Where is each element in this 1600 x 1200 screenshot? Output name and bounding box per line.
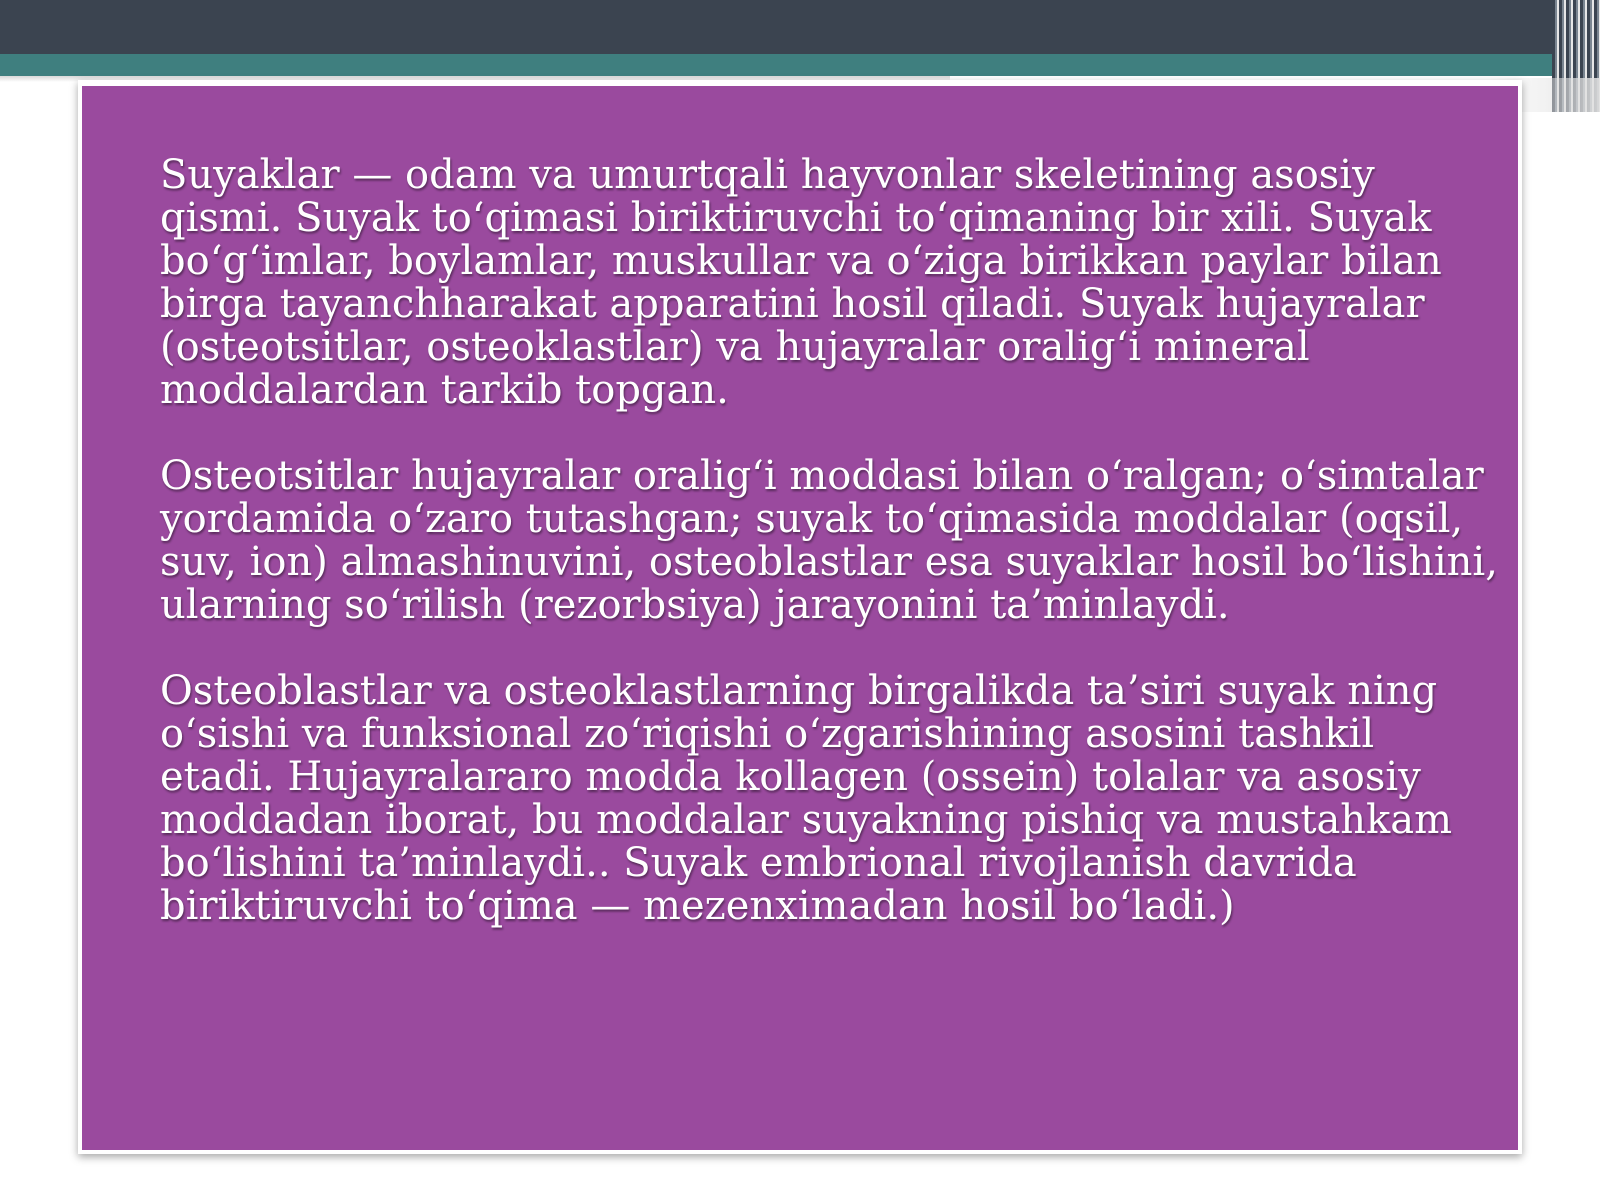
slide-text-body — [160, 154, 1500, 971]
paragraph-suyaklar: Suyaklar — odam va umurtqali hayvonlar skeletining asosiy qismi. Suyak to‘qimasi biriktiruvchi to‘qimaning bir xili. Suyak bo‘g‘imlar, boylamlar, muskullar va o‘ziga birikkan paylar bilan birga tayanchharakat apparatini hosil qiladi. Suyak hujayralar (osteotsitlar, osteoklastlar) va hujayralar oralig‘i mineral moddalardan tarkib topgan. — [160, 152, 1442, 413]
header-teal-band — [0, 54, 1600, 76]
paragraph-osteoblastlar: Osteoblastlar va osteoklastlarning birgalikda ta’siri suyak ning o‘sishi va funksional zo‘riqishi o‘zgarishining asosini tashkil etadi. Hujayralararo modda kollagen (ossein) tolalar va asosiy moddadan iborat, bu moddalar suyakning pishiq va mustahkam bo‘lishini ta’minlaydi.. Suyak embrional rivojlanish davrida biriktiruvchi to‘qima — mezenximadan hosil bo‘ladi.) — [160, 668, 1453, 929]
header-dark-band — [0, 0, 1600, 56]
paragraph-osteotsitlar: Osteotsitlar hujayralar oralig‘i moddasi bilan o‘ralgan; o‘simtalar yordamida o‘zaro tutashgan; suyak to‘qimasida moddalar (oqsil, suv, ion) almashinuvini, osteoblastlar esa suyaklar hosil bo‘lishini, ularning so‘rilish (rezorbsiya) jarayonini ta’minlaydi. — [160, 453, 1498, 628]
